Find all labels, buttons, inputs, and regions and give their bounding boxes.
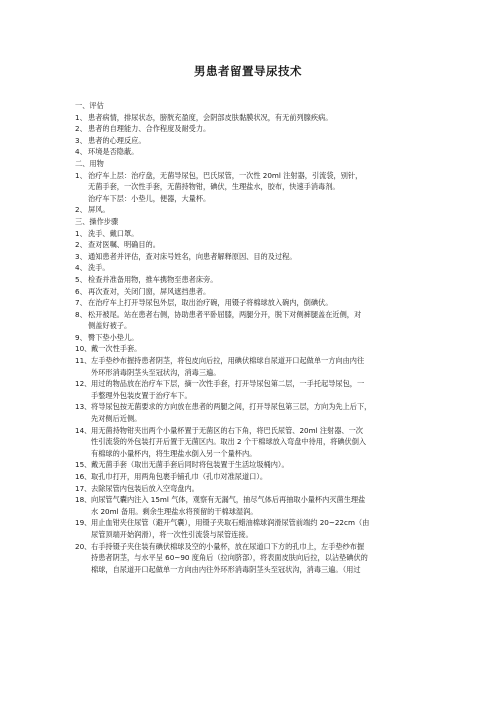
list-item bbox=[75, 274, 421, 286]
list-item bbox=[75, 517, 421, 529]
list-item-text: 再次查对，关闭门窗，屏风遮挡患者。 bbox=[88, 286, 211, 296]
list-item-continuation: 尿管顶端开始润滑），将一次性引流袋与尿管连接。 bbox=[91, 529, 253, 539]
list-item bbox=[75, 332, 421, 344]
list-item-number: 11、 bbox=[75, 356, 92, 366]
list-item-continuation: 有棉球的小量杯内，将生理盐水倒入另一个量杯内。 bbox=[91, 448, 257, 458]
list-item-number: 2、 bbox=[75, 240, 87, 250]
list-item bbox=[75, 239, 421, 251]
list-item-text: 环境是否隐蔽。 bbox=[88, 147, 139, 157]
list-item-text: 戴一次性手套。 bbox=[91, 344, 142, 354]
list-item-number: 13、 bbox=[75, 402, 92, 412]
list-item-text: 患者的心理反应。 bbox=[88, 135, 146, 145]
list-item bbox=[75, 483, 421, 495]
list-item-number: 1、 bbox=[75, 228, 87, 238]
list-item bbox=[75, 135, 421, 147]
list-item bbox=[75, 262, 421, 274]
list-item-text: 取孔巾打开，用两角包裹手铺孔巾（孔巾对准尿道口）。 bbox=[91, 472, 268, 481]
list-item-continuation: 外环形消毒阴茎头至冠状沟，消毒三遍。 bbox=[91, 367, 221, 377]
list-item-text: 向尿管气囊内注入 15ml 气体，观察有无漏气，抽尽气体后再抽取小量杯内灭菌生理盐 bbox=[91, 495, 366, 505]
list-item bbox=[75, 343, 421, 355]
list-item-text: 在治疗车上打开导尿包外层，取出治疗碗，用镊子将棉球放入碗内，倒碘伏。 bbox=[88, 298, 333, 308]
list-item-number: 2、 bbox=[75, 124, 87, 134]
list-item bbox=[75, 123, 421, 135]
list-item-number: 5、 bbox=[75, 274, 87, 284]
list-item-number: 20、 bbox=[75, 541, 92, 551]
list-item-number: 18、 bbox=[75, 495, 92, 505]
list-item-number: 4、 bbox=[75, 147, 87, 157]
list-item-continuation: 治疗车下层：小垫儿，便器，大量杯。 bbox=[88, 193, 211, 203]
list-item-number: 19、 bbox=[75, 518, 92, 528]
list-item-text: 松开被尾。站在患者右侧，协助患者平卧屈膝，两腿分开，脱下对侧裤腿盖在近侧，对 bbox=[88, 309, 362, 319]
list-item bbox=[75, 459, 421, 471]
list-item-number: 3、 bbox=[75, 251, 87, 261]
list-item-number: 16、 bbox=[75, 472, 92, 481]
list-item bbox=[75, 494, 421, 506]
list-item bbox=[75, 425, 421, 437]
list-item-text: 洗手。 bbox=[88, 263, 110, 273]
list-item-text: 屏风。 bbox=[88, 205, 110, 215]
list-item-number: 2、 bbox=[75, 205, 87, 215]
list-item-text: 将导尿包按无菌要求的方向放在患者的两腿之间，打开导尿包第三层，方向为先上后下， bbox=[91, 402, 372, 412]
list-item bbox=[75, 204, 421, 216]
list-item-number: 14、 bbox=[75, 425, 92, 435]
list-item-number: 7、 bbox=[75, 298, 87, 308]
document-body bbox=[75, 100, 421, 575]
list-item-text: 查对医嘱、明确目的。 bbox=[88, 240, 160, 250]
list-item-continuation: 侧盖好被子。 bbox=[88, 321, 132, 331]
list-item-continuation: 持患者阴茎，与水平呈 60~90 度角后（拉向脐部），将表面皮肤向后拉，以沾垫碘伏的 bbox=[91, 553, 368, 563]
list-item-number: 17、 bbox=[75, 483, 92, 493]
list-item-number: 4、 bbox=[75, 263, 87, 273]
section-heading: 一、评估 bbox=[75, 101, 104, 110]
list-item bbox=[75, 286, 421, 298]
list-item-text: 患者病情，排尿状态，膀胱充盈度，会阴部皮肤黏膜状况，有无前列腺疾病。 bbox=[88, 112, 333, 122]
list-item bbox=[75, 471, 421, 483]
list-item-continuation: 手整理外包装皮置于治疗车下。 bbox=[91, 390, 192, 400]
list-item bbox=[75, 541, 421, 553]
list-item-text: 洗手、戴口罩。 bbox=[88, 228, 139, 238]
list-item bbox=[75, 401, 421, 413]
list-item-continuation: 无菌手套，一次性手套，无菌持物钳，碘伏，生理盐水，胶布，快速手消毒剂。 bbox=[88, 182, 340, 192]
list-item-text: 去除尿管内包装后放入空弯盘内。 bbox=[91, 483, 199, 493]
list-item-text: 臀下垫小垫儿。 bbox=[88, 332, 139, 342]
list-item bbox=[75, 355, 421, 367]
list-item-continuation: 先对侧后近侧。 bbox=[91, 414, 142, 424]
list-item-number: 10、 bbox=[75, 344, 92, 354]
list-item bbox=[75, 146, 421, 158]
list-item-number: 15、 bbox=[75, 460, 92, 470]
list-item-number: 1、 bbox=[75, 112, 87, 122]
list-item-number: 9、 bbox=[75, 332, 87, 342]
list-item bbox=[75, 228, 421, 240]
list-item-text: 通知患者并评估，查对床号姓名，向患者解释原因、目的及过程。 bbox=[88, 251, 297, 261]
list-item-continuation: 棉球，自尿道开口起做单一方向由内往外环形消毒阴茎头至冠状沟，消毒三遍。（用过 bbox=[91, 564, 361, 574]
list-item-text: 右手持镊子夹住装有碘伏棉球及空的小量杯，放在尿道口下方的孔巾上，左手垫纱布握 bbox=[91, 541, 365, 551]
list-item-text: 用止血钳夹住尿管（避开气囊），用镊子夹取石蜡油棉球润滑尿管前端约 20~22cm（由 bbox=[91, 518, 370, 528]
document-title: 男患者留置导尿技术 bbox=[194, 64, 302, 78]
section-heading: 三、操作步骤 bbox=[75, 216, 119, 226]
list-item-text: 戴无菌手套（取出无菌手套后同时将包装置于生活垃圾桶内）。 bbox=[91, 460, 289, 470]
list-item bbox=[75, 309, 421, 321]
list-item-number: 1、 bbox=[75, 170, 87, 180]
list-item-number: 12、 bbox=[75, 379, 92, 389]
list-item-text: 患者的自理能力、合作程度及耐受力。 bbox=[88, 124, 211, 134]
list-item-text: 检查并准备用物，推车携物至患者床旁。 bbox=[88, 274, 218, 284]
section-heading: 二、用物 bbox=[75, 158, 104, 168]
list-item-text: 治疗车上层：治疗盘，无菌导尿包，巴氏尿管，一次性 20ml 注射器，引流袋，别针， bbox=[88, 170, 363, 180]
list-item bbox=[75, 378, 421, 390]
list-item-text: 用过的物品放在治疗车下层，摘一次性手套，打开导尿包第二层，一手托起导尿包，一 bbox=[91, 379, 365, 389]
list-item bbox=[75, 170, 421, 182]
list-item-number: 8、 bbox=[75, 309, 87, 319]
list-item bbox=[75, 251, 421, 263]
list-item-text: 左手垫纱布握持患者阴茎，将包皮向后拉，用碘伏棉球自尿道开口起做单一方向由内往 bbox=[91, 356, 365, 366]
list-item-text: 用无菌持物钳夹出两个小量杯置于无菌区的右下角，将巴氏尿管、20ml 注射器、一次 bbox=[91, 425, 363, 435]
list-item-continuation: 水 20ml 备用。剩余生理盐水将预留的干棉球湿润。 bbox=[91, 506, 258, 516]
list-item bbox=[75, 297, 421, 309]
list-item-continuation: 性引流袋的外包装打开后置于无菌区内。取出 2 个干棉球放入弯盘中待用，将碘伏倒入 bbox=[91, 437, 367, 447]
list-item-number: 6、 bbox=[75, 286, 87, 296]
list-item bbox=[75, 112, 421, 124]
list-item-number: 3、 bbox=[75, 135, 87, 145]
